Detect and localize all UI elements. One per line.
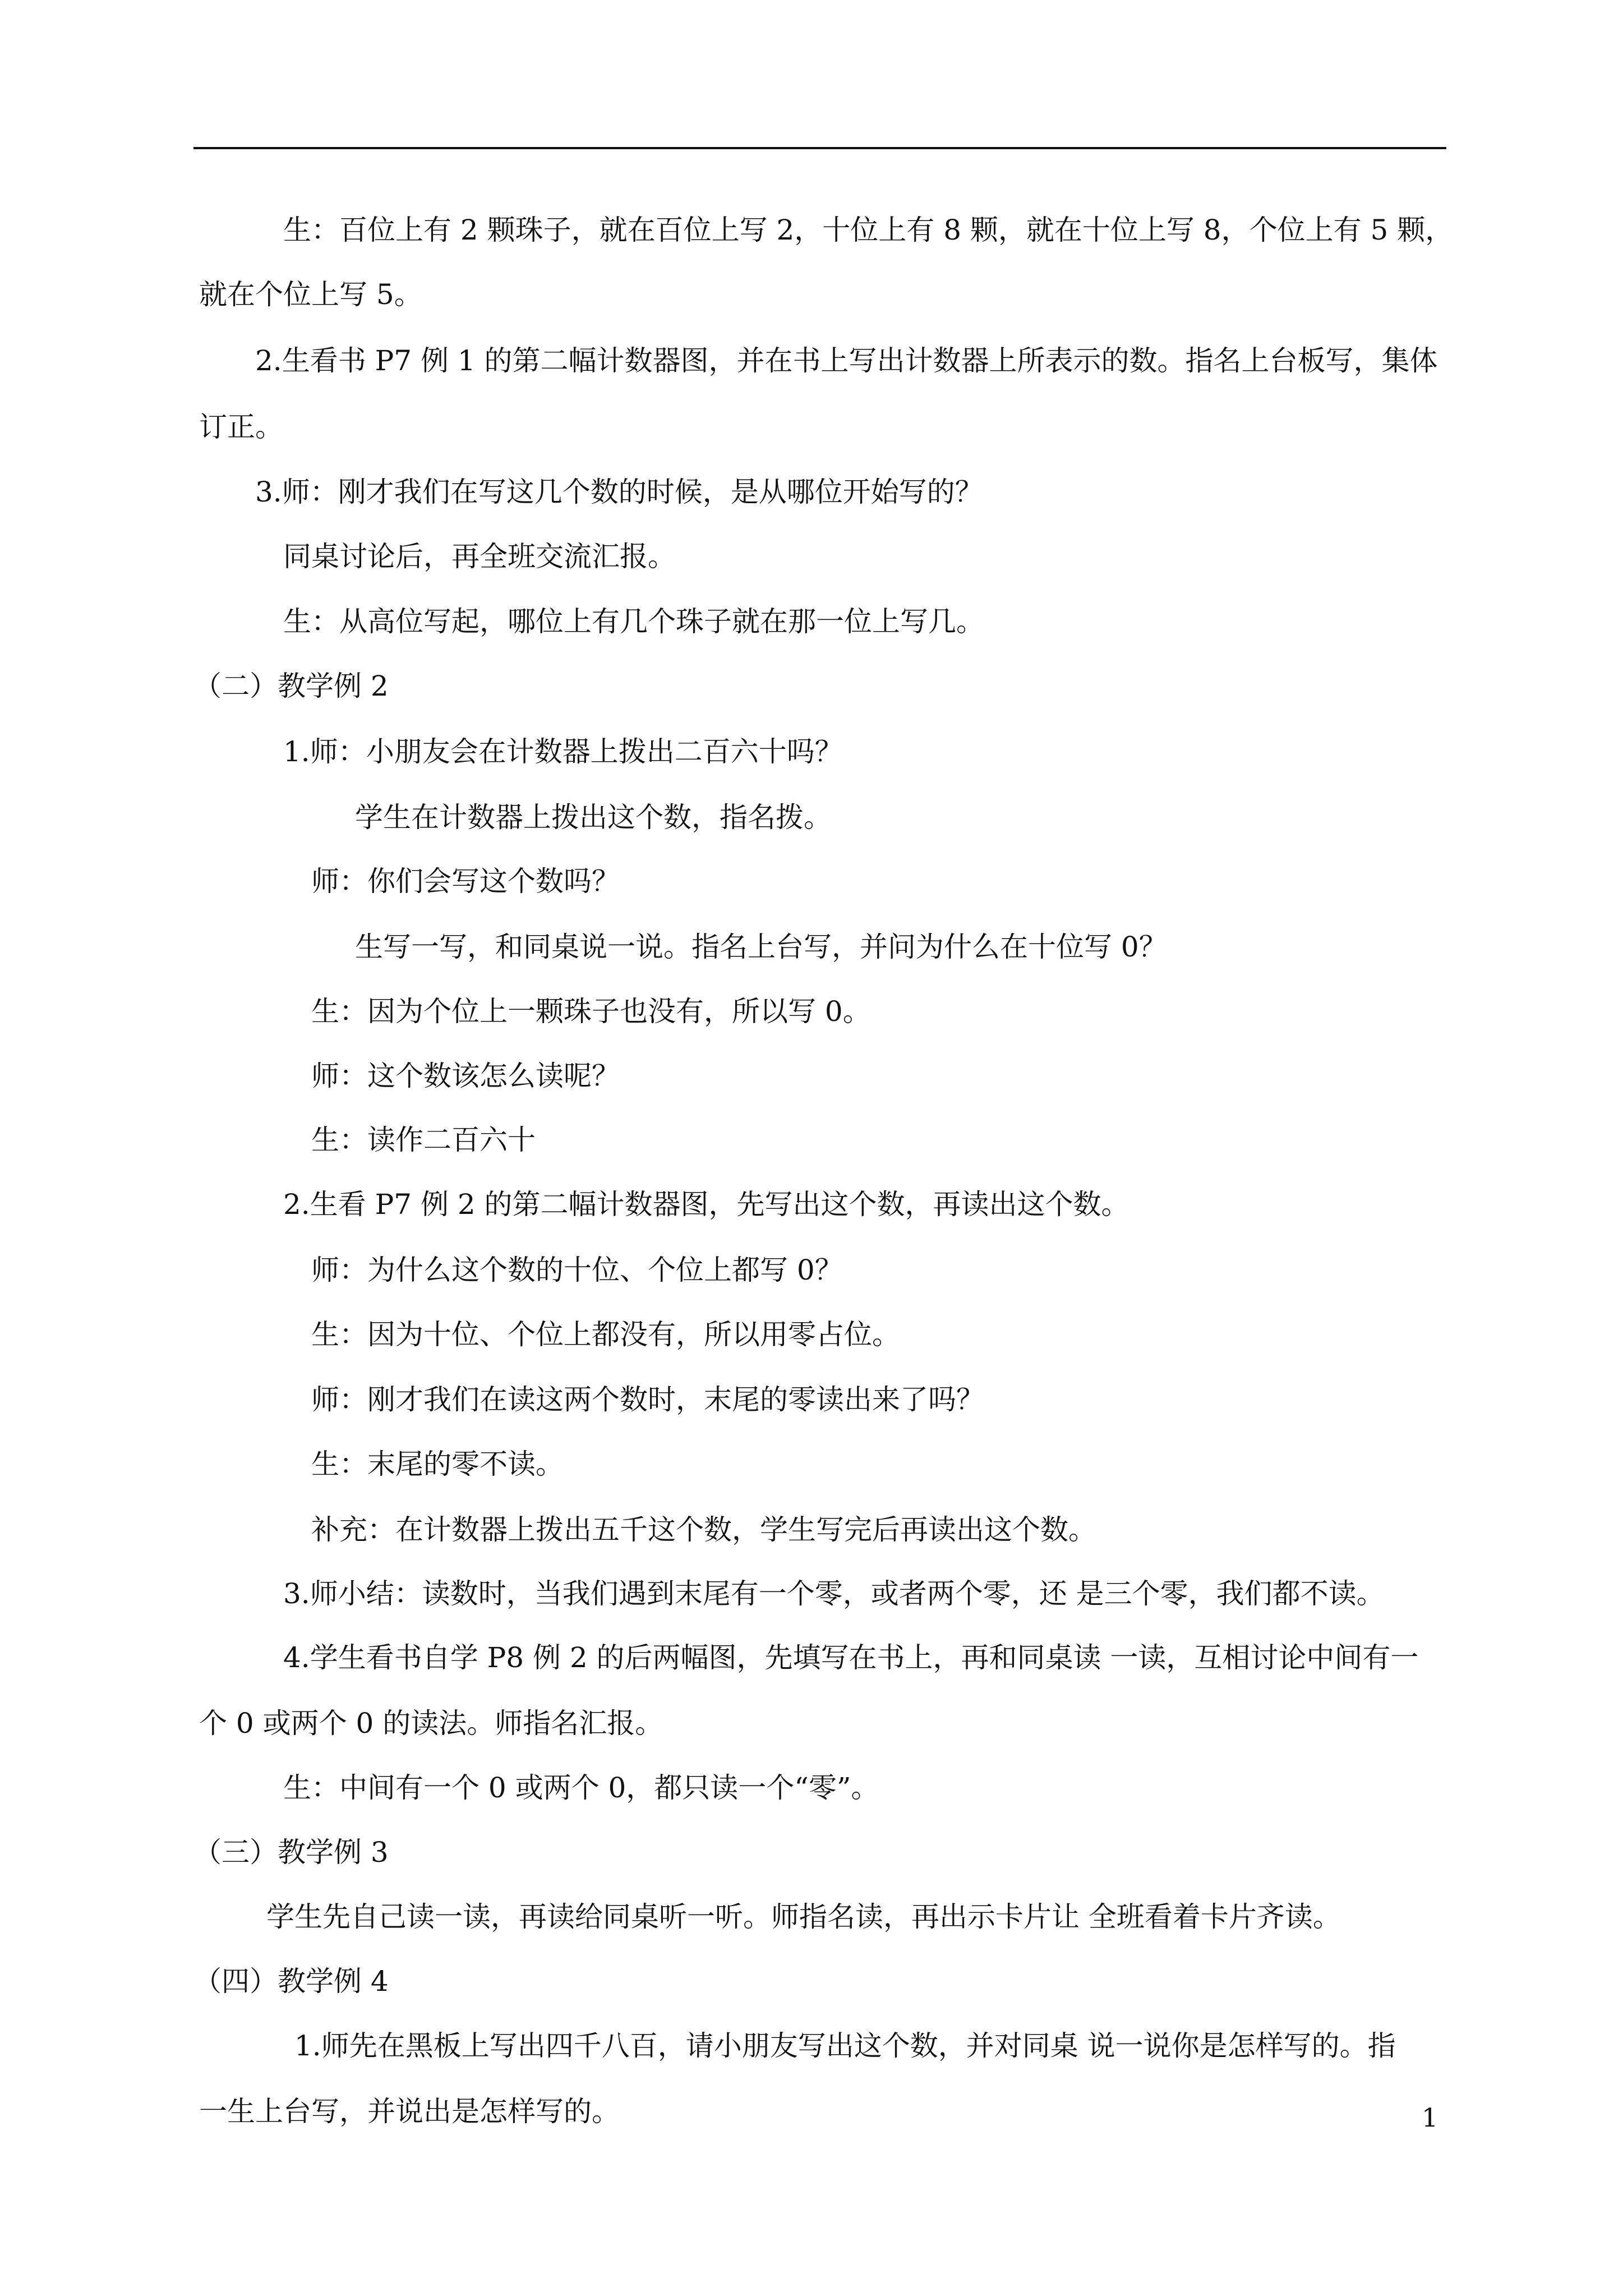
paragraph-line: 同桌讨论后，再全班交流汇报。 [283,540,676,573]
page-number: 1 [1422,2102,1438,2133]
paragraph-line: 生：末尾的零不读。 [311,1448,564,1480]
paragraph-line: 3.师：刚才我们在写这几个数的时候，是从哪位开始写的？ [255,476,983,508]
paragraph-line: 生：读作二百六十 [311,1124,536,1156]
paragraph-line: 学生在计数器上拨出这个数，指名拨。 [355,801,832,834]
paragraph-line: 1.师：小朋友会在计数器上拨出二百六十吗？ [283,735,843,768]
paragraph-line: 生写一写，和同桌说一说。指名上台写，并问为什么在十位写 0？ [355,931,1167,963]
paragraph-line: 2.生看 P7 例 2 的第二幅计数器图，先写出这个数，再读出这个数。 [283,1188,1129,1221]
paragraph-line: 师：你们会写这个数吗？ [311,865,620,898]
section-heading: （四）教学例 4 [193,1965,389,1998]
paragraph-line: 师：这个数该怎么读呢？ [311,1060,620,1092]
paragraph-line: 生：因为个位上一颗珠子也没有，所以写 0。 [311,995,871,1028]
paragraph-line: 就在个位上写 5。 [199,278,422,311]
section-heading: （二）教学例 2 [193,670,389,702]
paragraph-line: 订正。 [199,411,283,443]
header-rule [193,147,1446,149]
paragraph-line: 学生先自己读一读，再读给同桌听一听。师指名读，再出示卡片让 全班看着卡片齐读。 [266,1901,1341,1933]
paragraph-line: 一生上台写，并说出是怎样写的。 [199,2095,620,2128]
paragraph-line: 3.师小结：读数时，当我们遇到末尾有一个零，或者两个零，还 是三个零，我们都不读。 [283,1577,1385,1610]
paragraph-line: 师：为什么这个数的十位、个位上都写 0？ [311,1254,843,1286]
paragraph-line: 1.师先在黑板上写出四千八百，请小朋友写出这个数，并对同桌 说一说你是怎样写的。指 [294,2030,1396,2062]
paragraph-line: 4.学生看书自学 P8 例 2 的后两幅图，先填写在书上，再和同桌读 一读，互相讨论中间有一 [283,1641,1419,1674]
paragraph-line: 生：百位上有 2 颗珠子，就在百位上写 2，十位上有 8 颗，就在十位上写 8，个位上有 5 颗， [283,214,1454,246]
paragraph-line: 补充：在计数器上拨出五千这个数，学生写完后再读出这个数。 [311,1513,1096,1546]
paragraph-line: 2.生看书 P7 例 1 的第二幅计数器图，并在书上写出计数器上所表示的数。指名上台板写，集体 [255,344,1438,377]
paragraph-line: 生：因为十位、个位上都没有，所以用零占位。 [311,1318,900,1351]
paragraph-line: 生：从高位写起，哪位上有几个珠子就在那一位上写几。 [283,605,984,638]
paragraph-line: 师：刚才我们在读这两个数时，末尾的零读出来了吗？ [311,1383,984,1416]
section-heading: （三）教学例 3 [193,1836,389,1869]
paragraph-line: 个 0 或两个 0 的读法。师指名汇报。 [199,1707,663,1740]
paragraph-line: 生：中间有一个 0 或两个 0，都只读一个“零”。 [283,1772,879,1804]
